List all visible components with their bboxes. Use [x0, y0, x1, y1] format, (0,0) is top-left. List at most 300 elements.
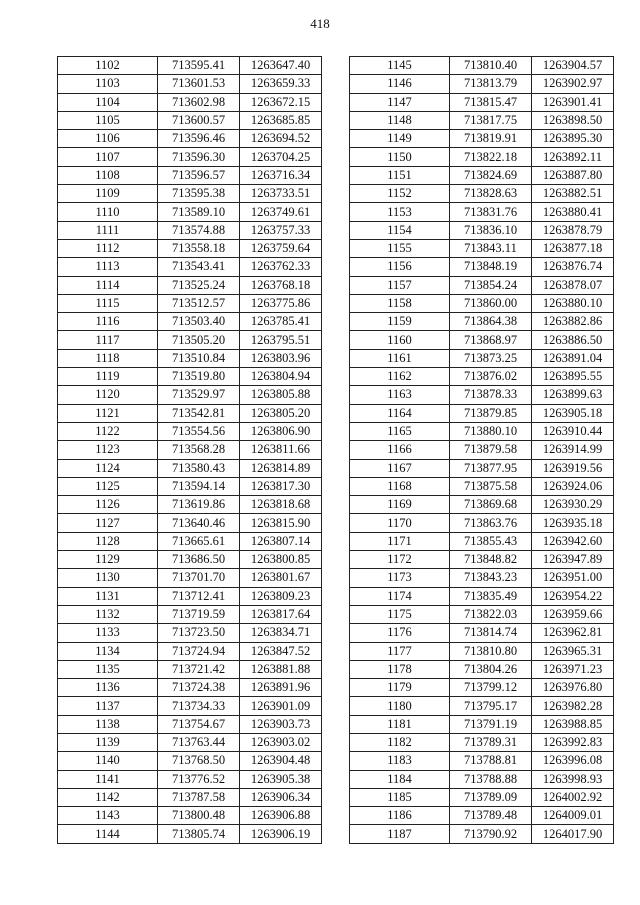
point-number-cell: 1144	[58, 825, 158, 843]
x-coordinate-cell: 713863.76	[450, 514, 532, 532]
x-coordinate-cell: 713724.94	[158, 642, 240, 660]
x-coordinate-cell: 713788.81	[450, 752, 532, 770]
table-row	[350, 203, 614, 221]
table-row	[58, 368, 322, 386]
y-coordinate-cell: 1263877.18	[532, 239, 614, 257]
table-row	[58, 349, 322, 367]
y-coordinate-cell: 1263924.06	[532, 477, 614, 495]
y-coordinate-cell: 1263895.55	[532, 368, 614, 386]
x-coordinate-cell: 713596.46	[158, 130, 240, 148]
table-row	[58, 477, 322, 495]
point-number-cell: 1175	[350, 605, 450, 623]
table-row	[350, 605, 614, 623]
y-coordinate-cell: 1263762.33	[240, 258, 322, 276]
table-row	[58, 770, 322, 788]
table-row	[58, 715, 322, 733]
point-number-cell: 1118	[58, 349, 158, 367]
x-coordinate-cell: 713788.88	[450, 770, 532, 788]
table-row	[350, 258, 614, 276]
x-coordinate-cell: 713686.50	[158, 551, 240, 569]
point-number-cell: 1150	[350, 148, 450, 166]
y-coordinate-cell: 1263892.11	[532, 148, 614, 166]
point-number-cell: 1135	[58, 660, 158, 678]
table-row	[58, 93, 322, 111]
table-row	[350, 441, 614, 459]
table-row	[58, 185, 322, 203]
point-number-cell: 1120	[58, 386, 158, 404]
y-coordinate-cell: 1263834.71	[240, 624, 322, 642]
table-row	[350, 551, 614, 569]
y-coordinate-cell: 1264009.01	[532, 807, 614, 825]
x-coordinate-cell: 713814.74	[450, 624, 532, 642]
y-coordinate-cell: 1263785.41	[240, 313, 322, 331]
point-number-cell: 1187	[350, 825, 450, 843]
y-coordinate-cell: 1263954.22	[532, 587, 614, 605]
table-row	[350, 752, 614, 770]
y-coordinate-cell: 1263942.60	[532, 532, 614, 550]
x-coordinate-cell: 713595.38	[158, 185, 240, 203]
table-row	[350, 807, 614, 825]
y-coordinate-cell: 1263806.90	[240, 422, 322, 440]
y-coordinate-cell: 1263749.61	[240, 203, 322, 221]
x-coordinate-cell: 713719.59	[158, 605, 240, 623]
point-number-cell: 1156	[350, 258, 450, 276]
y-coordinate-cell: 1263880.41	[532, 203, 614, 221]
x-coordinate-cell: 713799.12	[450, 679, 532, 697]
point-number-cell: 1115	[58, 294, 158, 312]
y-coordinate-cell: 1263878.07	[532, 276, 614, 294]
y-coordinate-cell: 1263899.63	[532, 386, 614, 404]
x-coordinate-cell: 713876.02	[450, 368, 532, 386]
y-coordinate-cell: 1263947.89	[532, 551, 614, 569]
point-number-cell: 1182	[350, 733, 450, 751]
y-coordinate-cell: 1263694.52	[240, 130, 322, 148]
x-coordinate-cell: 713640.46	[158, 514, 240, 532]
y-coordinate-cell: 1264002.92	[532, 788, 614, 806]
point-number-cell: 1113	[58, 258, 158, 276]
x-coordinate-cell: 713800.48	[158, 807, 240, 825]
point-number-cell: 1134	[58, 642, 158, 660]
point-number-cell: 1112	[58, 239, 158, 257]
x-coordinate-cell: 713723.50	[158, 624, 240, 642]
x-coordinate-cell: 713768.50	[158, 752, 240, 770]
table-row	[58, 605, 322, 623]
point-number-cell: 1177	[350, 642, 450, 660]
table-row	[58, 697, 322, 715]
table-row	[350, 733, 614, 751]
point-number-cell: 1123	[58, 441, 158, 459]
y-coordinate-cell: 1263901.09	[240, 697, 322, 715]
point-number-cell: 1130	[58, 569, 158, 587]
x-coordinate-cell: 713877.95	[450, 459, 532, 477]
x-coordinate-cell: 713817.75	[450, 111, 532, 129]
x-coordinate-cell: 713558.18	[158, 239, 240, 257]
x-coordinate-cell: 713868.97	[450, 331, 532, 349]
table-row	[350, 477, 614, 495]
x-coordinate-cell: 713543.41	[158, 258, 240, 276]
y-coordinate-cell: 1263757.33	[240, 221, 322, 239]
y-coordinate-cell: 1263733.51	[240, 185, 322, 203]
table-row	[350, 166, 614, 184]
x-coordinate-cell: 713776.52	[158, 770, 240, 788]
x-coordinate-cell: 713503.40	[158, 313, 240, 331]
x-coordinate-cell: 713790.92	[450, 825, 532, 843]
point-number-cell: 1126	[58, 496, 158, 514]
y-coordinate-cell: 1263959.66	[532, 605, 614, 623]
point-number-cell: 1142	[58, 788, 158, 806]
y-coordinate-cell: 1263647.40	[240, 57, 322, 75]
x-coordinate-cell: 713763.44	[158, 733, 240, 751]
table-row	[58, 788, 322, 806]
point-number-cell: 1186	[350, 807, 450, 825]
x-coordinate-cell: 713873.25	[450, 349, 532, 367]
x-coordinate-cell: 713724.38	[158, 679, 240, 697]
x-coordinate-cell: 713787.58	[158, 788, 240, 806]
y-coordinate-cell: 1263795.51	[240, 331, 322, 349]
x-coordinate-cell: 713789.31	[450, 733, 532, 751]
x-coordinate-cell: 713554.56	[158, 422, 240, 440]
point-number-cell: 1185	[350, 788, 450, 806]
y-coordinate-cell: 1263914.99	[532, 441, 614, 459]
point-number-cell: 1106	[58, 130, 158, 148]
y-coordinate-cell: 1263906.19	[240, 825, 322, 843]
y-coordinate-cell: 1263998.93	[532, 770, 614, 788]
y-coordinate-cell: 1263988.85	[532, 715, 614, 733]
x-coordinate-cell: 713848.19	[450, 258, 532, 276]
coordinates-table-right	[349, 56, 614, 844]
table-row	[350, 185, 614, 203]
table-row	[58, 459, 322, 477]
table-row	[350, 148, 614, 166]
y-coordinate-cell: 1263904.48	[240, 752, 322, 770]
table-row	[350, 642, 614, 660]
point-number-cell: 1136	[58, 679, 158, 697]
point-number-cell: 1140	[58, 752, 158, 770]
y-coordinate-cell: 1263962.81	[532, 624, 614, 642]
x-coordinate-cell: 713864.38	[450, 313, 532, 331]
x-coordinate-cell: 713600.57	[158, 111, 240, 129]
x-coordinate-cell: 713589.10	[158, 203, 240, 221]
point-number-cell: 1148	[350, 111, 450, 129]
table-row	[58, 203, 322, 221]
point-number-cell: 1172	[350, 551, 450, 569]
point-number-cell: 1170	[350, 514, 450, 532]
table-row	[58, 496, 322, 514]
x-coordinate-cell: 713619.86	[158, 496, 240, 514]
table-row	[58, 679, 322, 697]
x-coordinate-cell: 713519.80	[158, 368, 240, 386]
y-coordinate-cell: 1263847.52	[240, 642, 322, 660]
y-coordinate-cell: 1263818.68	[240, 496, 322, 514]
table-row	[350, 422, 614, 440]
x-coordinate-cell: 713525.24	[158, 276, 240, 294]
point-number-cell: 1164	[350, 404, 450, 422]
table-row	[350, 459, 614, 477]
point-number-cell: 1167	[350, 459, 450, 477]
table-row	[58, 386, 322, 404]
point-number-cell: 1132	[58, 605, 158, 623]
coordinates-table-left	[57, 56, 322, 844]
point-number-cell: 1160	[350, 331, 450, 349]
y-coordinate-cell: 1263881.88	[240, 660, 322, 678]
point-number-cell: 1103	[58, 75, 158, 93]
y-coordinate-cell: 1263965.31	[532, 642, 614, 660]
table-row	[350, 404, 614, 422]
y-coordinate-cell: 1263672.15	[240, 93, 322, 111]
point-number-cell: 1128	[58, 532, 158, 550]
y-coordinate-cell: 1263919.56	[532, 459, 614, 477]
table-row	[350, 368, 614, 386]
point-number-cell: 1155	[350, 239, 450, 257]
point-number-cell: 1137	[58, 697, 158, 715]
x-coordinate-cell: 713879.85	[450, 404, 532, 422]
point-number-cell: 1131	[58, 587, 158, 605]
table-row	[350, 770, 614, 788]
y-coordinate-cell: 1263976.80	[532, 679, 614, 697]
y-coordinate-cell: 1263775.86	[240, 294, 322, 312]
x-coordinate-cell: 713542.81	[158, 404, 240, 422]
x-coordinate-cell: 713596.57	[158, 166, 240, 184]
table-row	[58, 166, 322, 184]
table-row	[58, 825, 322, 843]
point-number-cell: 1116	[58, 313, 158, 331]
y-coordinate-cell: 1263886.50	[532, 331, 614, 349]
y-coordinate-cell: 1263905.38	[240, 770, 322, 788]
x-coordinate-cell: 713875.58	[450, 477, 532, 495]
point-number-cell: 1127	[58, 514, 158, 532]
point-number-cell: 1129	[58, 551, 158, 569]
table-row	[58, 733, 322, 751]
table-row	[350, 386, 614, 404]
table-row	[58, 441, 322, 459]
x-coordinate-cell: 713595.41	[158, 57, 240, 75]
point-number-cell: 1146	[350, 75, 450, 93]
x-coordinate-cell: 713810.40	[450, 57, 532, 75]
y-coordinate-cell: 1263906.34	[240, 788, 322, 806]
x-coordinate-cell: 713879.58	[450, 441, 532, 459]
table-row	[58, 404, 322, 422]
y-coordinate-cell: 1263902.97	[532, 75, 614, 93]
x-coordinate-cell: 713831.76	[450, 203, 532, 221]
table-row	[58, 587, 322, 605]
table-row	[350, 825, 614, 843]
y-coordinate-cell: 1263910.44	[532, 422, 614, 440]
table-row	[350, 93, 614, 111]
y-coordinate-cell: 1263815.90	[240, 514, 322, 532]
table-row	[350, 111, 614, 129]
x-coordinate-cell: 713594.14	[158, 477, 240, 495]
x-coordinate-cell: 713510.84	[158, 349, 240, 367]
table-row	[350, 569, 614, 587]
y-coordinate-cell: 1263876.74	[532, 258, 614, 276]
table-row	[350, 587, 614, 605]
x-coordinate-cell: 713568.28	[158, 441, 240, 459]
table-row	[350, 349, 614, 367]
y-coordinate-cell: 1263817.64	[240, 605, 322, 623]
point-number-cell: 1114	[58, 276, 158, 294]
table-row	[58, 111, 322, 129]
y-coordinate-cell: 1263971.23	[532, 660, 614, 678]
point-number-cell: 1154	[350, 221, 450, 239]
point-number-cell: 1125	[58, 477, 158, 495]
y-coordinate-cell: 1263804.94	[240, 368, 322, 386]
table-row	[58, 807, 322, 825]
y-coordinate-cell: 1263891.96	[240, 679, 322, 697]
point-number-cell: 1138	[58, 715, 158, 733]
x-coordinate-cell: 713880.10	[450, 422, 532, 440]
y-coordinate-cell: 1263811.66	[240, 441, 322, 459]
x-coordinate-cell: 713815.47	[450, 93, 532, 111]
y-coordinate-cell: 1263809.23	[240, 587, 322, 605]
table-row	[58, 331, 322, 349]
table-row	[58, 569, 322, 587]
x-coordinate-cell: 713580.43	[158, 459, 240, 477]
table-row	[58, 258, 322, 276]
table-row	[350, 532, 614, 550]
y-coordinate-cell: 1263759.64	[240, 239, 322, 257]
point-number-cell: 1102	[58, 57, 158, 75]
x-coordinate-cell: 713665.61	[158, 532, 240, 550]
point-number-cell: 1121	[58, 404, 158, 422]
point-number-cell: 1173	[350, 569, 450, 587]
x-coordinate-cell: 713819.91	[450, 130, 532, 148]
x-coordinate-cell: 713810.80	[450, 642, 532, 660]
table-row	[58, 551, 322, 569]
x-coordinate-cell: 713596.30	[158, 148, 240, 166]
point-number-cell: 1157	[350, 276, 450, 294]
x-coordinate-cell: 713869.68	[450, 496, 532, 514]
x-coordinate-cell: 713855.43	[450, 532, 532, 550]
table-row	[58, 276, 322, 294]
point-number-cell: 1174	[350, 587, 450, 605]
table-row	[350, 514, 614, 532]
point-number-cell: 1166	[350, 441, 450, 459]
point-number-cell: 1171	[350, 532, 450, 550]
table-row	[58, 660, 322, 678]
y-coordinate-cell: 1263992.83	[532, 733, 614, 751]
table-row	[350, 496, 614, 514]
point-number-cell: 1153	[350, 203, 450, 221]
y-coordinate-cell: 1263685.85	[240, 111, 322, 129]
point-number-cell: 1149	[350, 130, 450, 148]
table-row	[58, 130, 322, 148]
point-number-cell: 1141	[58, 770, 158, 788]
point-number-cell: 1176	[350, 624, 450, 642]
table-row	[58, 239, 322, 257]
y-coordinate-cell: 1263800.85	[240, 551, 322, 569]
x-coordinate-cell: 713505.20	[158, 331, 240, 349]
point-number-cell: 1151	[350, 166, 450, 184]
table-row	[58, 57, 322, 75]
y-coordinate-cell: 1263803.96	[240, 349, 322, 367]
y-coordinate-cell: 1263805.20	[240, 404, 322, 422]
point-number-cell: 1152	[350, 185, 450, 203]
x-coordinate-cell: 713848.82	[450, 551, 532, 569]
x-coordinate-cell: 713789.09	[450, 788, 532, 806]
table-row	[350, 276, 614, 294]
y-coordinate-cell: 1263996.08	[532, 752, 614, 770]
table-row	[350, 239, 614, 257]
x-coordinate-cell: 713836.10	[450, 221, 532, 239]
y-coordinate-cell: 1263891.04	[532, 349, 614, 367]
y-coordinate-cell: 1263817.30	[240, 477, 322, 495]
point-number-cell: 1110	[58, 203, 158, 221]
x-coordinate-cell: 713822.03	[450, 605, 532, 623]
x-coordinate-cell: 713828.63	[450, 185, 532, 203]
point-number-cell: 1158	[350, 294, 450, 312]
x-coordinate-cell: 713822.18	[450, 148, 532, 166]
y-coordinate-cell: 1263951.00	[532, 569, 614, 587]
y-coordinate-cell: 1263882.51	[532, 185, 614, 203]
point-number-cell: 1165	[350, 422, 450, 440]
point-number-cell: 1159	[350, 313, 450, 331]
y-coordinate-cell: 1263768.18	[240, 276, 322, 294]
table-row	[350, 294, 614, 312]
point-number-cell: 1143	[58, 807, 158, 825]
point-number-cell: 1145	[350, 57, 450, 75]
table-row	[58, 294, 322, 312]
y-coordinate-cell: 1263904.57	[532, 57, 614, 75]
x-coordinate-cell: 713860.00	[450, 294, 532, 312]
point-number-cell: 1163	[350, 386, 450, 404]
x-coordinate-cell: 713804.26	[450, 660, 532, 678]
y-coordinate-cell: 1263903.02	[240, 733, 322, 751]
table-row	[350, 624, 614, 642]
x-coordinate-cell: 713813.79	[450, 75, 532, 93]
x-coordinate-cell: 713843.23	[450, 569, 532, 587]
point-number-cell: 1105	[58, 111, 158, 129]
table-row	[58, 752, 322, 770]
point-number-cell: 1122	[58, 422, 158, 440]
x-coordinate-cell: 713805.74	[158, 825, 240, 843]
x-coordinate-cell: 713791.19	[450, 715, 532, 733]
y-coordinate-cell: 1263887.80	[532, 166, 614, 184]
table-row	[350, 331, 614, 349]
x-coordinate-cell: 713734.33	[158, 697, 240, 715]
table-row	[350, 715, 614, 733]
point-number-cell: 1117	[58, 331, 158, 349]
x-coordinate-cell: 713574.88	[158, 221, 240, 239]
table-row	[350, 313, 614, 331]
y-coordinate-cell: 1263903.73	[240, 715, 322, 733]
x-coordinate-cell: 713529.97	[158, 386, 240, 404]
point-number-cell: 1111	[58, 221, 158, 239]
x-coordinate-cell: 713835.49	[450, 587, 532, 605]
y-coordinate-cell: 1263807.14	[240, 532, 322, 550]
point-number-cell: 1109	[58, 185, 158, 203]
table-row	[350, 697, 614, 715]
point-number-cell: 1108	[58, 166, 158, 184]
point-number-cell: 1139	[58, 733, 158, 751]
y-coordinate-cell: 1263716.34	[240, 166, 322, 184]
y-coordinate-cell: 1263906.88	[240, 807, 322, 825]
table-row	[350, 75, 614, 93]
point-number-cell: 1162	[350, 368, 450, 386]
x-coordinate-cell: 713854.24	[450, 276, 532, 294]
y-coordinate-cell: 1263898.50	[532, 111, 614, 129]
table-row	[350, 221, 614, 239]
table-row	[58, 514, 322, 532]
y-coordinate-cell: 1263930.29	[532, 496, 614, 514]
y-coordinate-cell: 1264017.90	[532, 825, 614, 843]
y-coordinate-cell: 1263659.33	[240, 75, 322, 93]
table-row	[58, 422, 322, 440]
y-coordinate-cell: 1263878.79	[532, 221, 614, 239]
x-coordinate-cell: 713721.42	[158, 660, 240, 678]
table-row	[350, 57, 614, 75]
y-coordinate-cell: 1263801.67	[240, 569, 322, 587]
table-row	[350, 130, 614, 148]
